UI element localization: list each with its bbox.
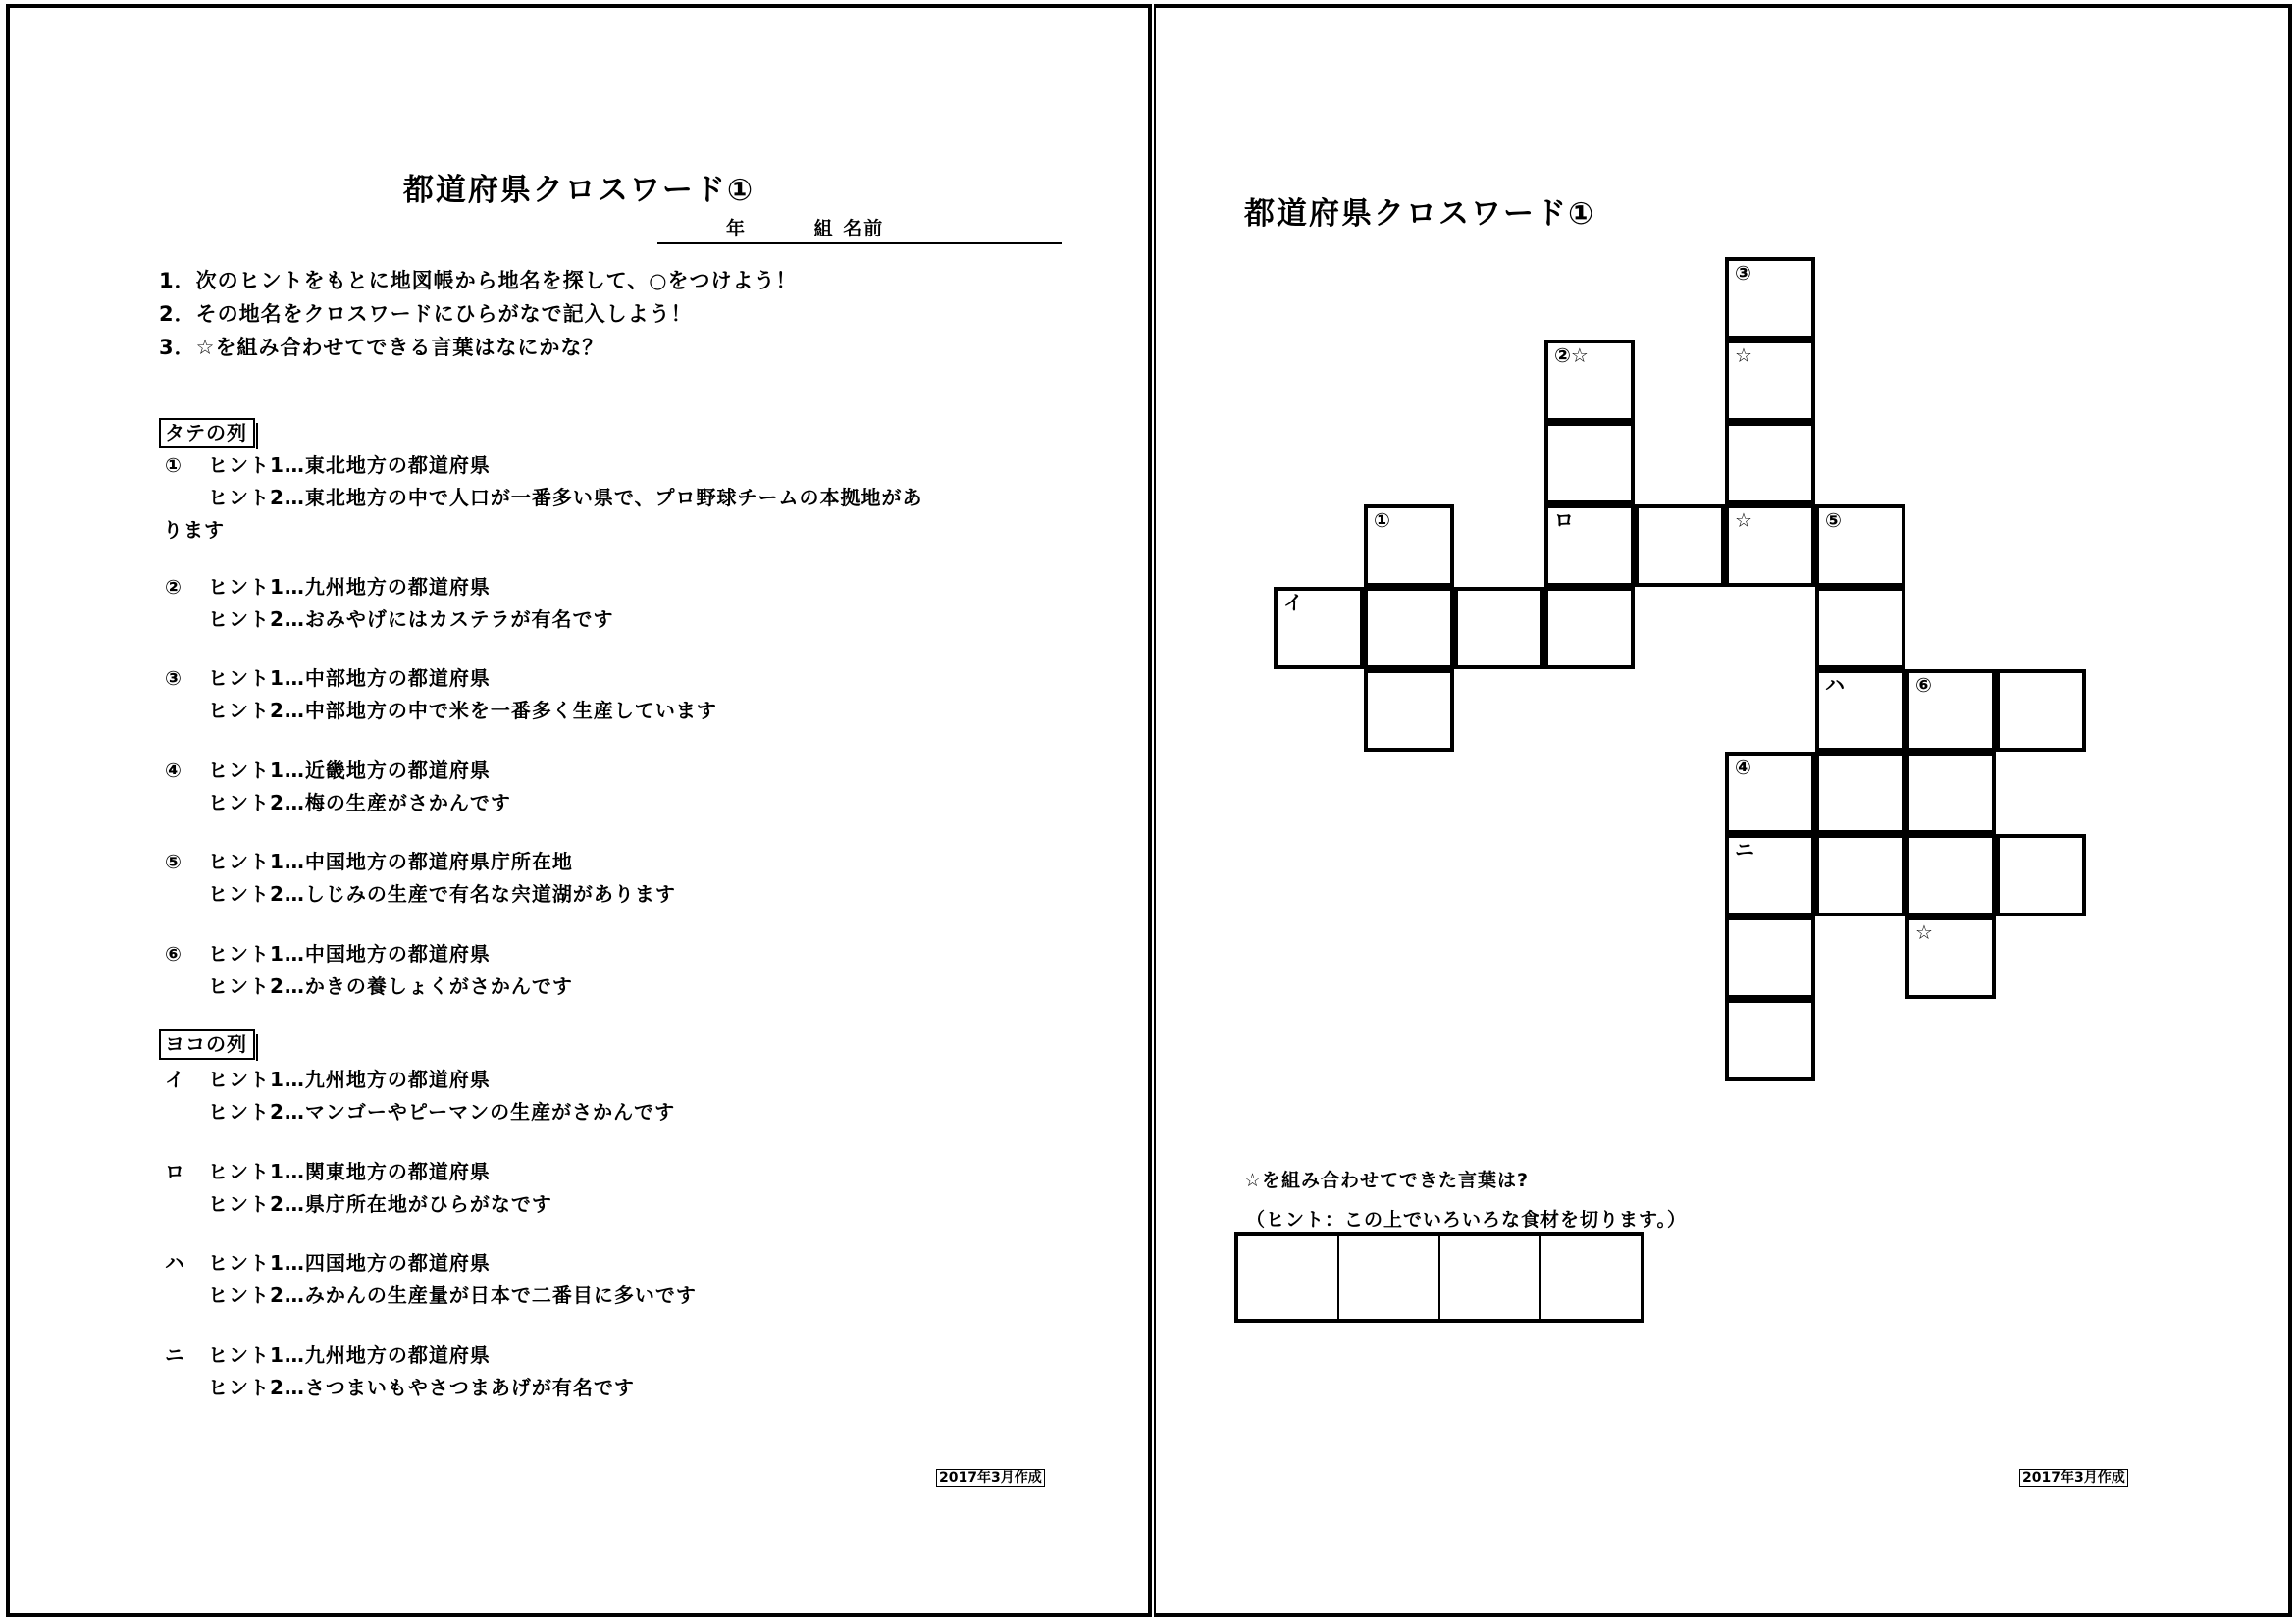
clue-hint2: ヒント2…中部地方の中で米を一番多く生産しています xyxy=(208,699,717,722)
horizontal-clue-ni xyxy=(165,1339,635,1404)
grid-cell-5[interactable] xyxy=(1815,504,1905,587)
name-label: 名前 xyxy=(843,218,885,239)
cell-label: イ xyxy=(1283,591,1303,614)
worksheet-hints-page xyxy=(6,4,1152,1617)
clue-hint1: ヒント1…九州地方の都道府県 xyxy=(208,575,491,599)
clue-hint1: ヒント1…中国地方の都道府県庁所在地 xyxy=(208,850,573,873)
instruction-1: 1．次のヒントをもとに地図帳から地名を探して、○をつけよう！ xyxy=(159,269,798,292)
grid-cell[interactable] xyxy=(1454,587,1544,669)
vertical-clue-5 xyxy=(165,846,676,911)
class-label: 組 xyxy=(813,218,835,239)
grid-cell[interactable] xyxy=(1635,504,1725,587)
vertical-clue-3 xyxy=(165,662,717,727)
clue-hint2: ヒント2…みかんの生産量が日本で二番目に多いです xyxy=(208,1283,697,1307)
cell-label: ニ xyxy=(1735,838,1754,862)
grid-cell[interactable] xyxy=(1996,834,2086,916)
clue-hint1: ヒント1…九州地方の都道府県 xyxy=(208,1068,491,1091)
clue-marker: ハ xyxy=(165,1251,185,1275)
clue-marker: ③ xyxy=(165,666,183,690)
grid-cell-ni[interactable] xyxy=(1725,834,1815,916)
cell-label: ☆ xyxy=(1915,920,1933,944)
clue-marker: イ xyxy=(165,1068,185,1091)
clue-hint2-continued: ります xyxy=(163,518,225,542)
clue-hint1: ヒント1…中国地方の都道府県 xyxy=(208,942,491,966)
clue-hint2: ヒント2…マンゴーやピーマンの生産がさかんです xyxy=(208,1100,676,1124)
instruction-2: 2．その地名をクロスワードにひらがなで記入しよう！ xyxy=(159,302,693,326)
clue-marker: ⑤ xyxy=(165,850,183,873)
clue-marker: ② xyxy=(165,575,183,599)
clue-hint1: ヒント1…東北地方の都道府県 xyxy=(208,453,491,477)
answer-hint: （ヒント：この上でいろいろな食材を切ります。） xyxy=(1246,1209,1687,1230)
cell-label: ☆ xyxy=(1735,343,1752,367)
cell-label: ③ xyxy=(1735,261,1751,285)
grid-cell[interactable] xyxy=(1996,669,2086,752)
vertical-clue-4 xyxy=(165,755,511,819)
grid-cell-ro[interactable] xyxy=(1544,504,1635,587)
grid-cell-3[interactable] xyxy=(1725,257,1815,340)
vertical-clue-1 xyxy=(165,449,923,547)
answer-cell[interactable] xyxy=(1440,1236,1541,1319)
cell-label: ⑥ xyxy=(1915,673,1932,697)
horizontal-clue-ha xyxy=(165,1247,697,1312)
answer-box[interactable] xyxy=(1234,1232,1644,1323)
cell-label: ⑤ xyxy=(1825,508,1842,532)
name-line[interactable] xyxy=(657,214,1062,244)
clue-hint2: ヒント2…さつまいもやさつまあげが有名です xyxy=(208,1376,635,1399)
cell-label: ④ xyxy=(1735,756,1751,779)
answer-cell[interactable] xyxy=(1541,1236,1641,1319)
grid-cell[interactable] xyxy=(1725,422,1815,504)
clue-hint1: ヒント1…関東地方の都道府県 xyxy=(208,1160,491,1183)
grid-cell[interactable] xyxy=(1815,587,1905,669)
page-title: 都道府県クロスワード① xyxy=(402,173,756,208)
horizontal-section-label: ヨコの列 xyxy=(159,1029,255,1060)
clue-marker: ④ xyxy=(165,759,183,782)
clue-hint2: ヒント2…東北地方の中で人口が一番多い県で、プロ野球チームの本拠地があ xyxy=(208,486,923,509)
grid-cell-star[interactable] xyxy=(1905,916,1996,999)
clue-hint2: ヒント2…しじみの生産で有名な宍道湖があります xyxy=(208,882,676,906)
clue-hint2: ヒント2…かきの養しょくがさかんです xyxy=(208,974,573,998)
grid-cell-4[interactable] xyxy=(1725,752,1815,834)
page-title: 都道府県クロスワード① xyxy=(1244,196,1596,232)
answer-cell[interactable] xyxy=(1238,1236,1339,1319)
horizontal-clue-ro xyxy=(165,1156,552,1221)
grid-cell-star[interactable] xyxy=(1725,340,1815,422)
clue-marker: ロ xyxy=(165,1160,185,1183)
answer-cell[interactable] xyxy=(1339,1236,1440,1319)
date-stamp: 2017年3月作成 xyxy=(936,1469,1045,1487)
horizontal-clue-i xyxy=(165,1064,675,1128)
grid-cell-6[interactable] xyxy=(1905,669,1996,752)
cell-label: ②☆ xyxy=(1554,343,1589,367)
grid-cell-2[interactable] xyxy=(1544,340,1635,422)
clue-marker: ニ xyxy=(165,1343,185,1367)
clue-marker: ⑥ xyxy=(165,942,183,966)
grid-cell[interactable] xyxy=(1544,587,1635,669)
cell-label: ハ xyxy=(1825,673,1845,697)
crossword-grid-page xyxy=(1154,4,2292,1617)
clue-hint1: ヒント1…中部地方の都道府県 xyxy=(208,666,491,690)
vertical-clue-2 xyxy=(165,571,614,636)
grid-cell-ha[interactable] xyxy=(1815,669,1905,752)
answer-question: ☆を組み合わせてできた言葉は? xyxy=(1244,1170,1530,1191)
cell-label: ロ xyxy=(1554,508,1574,532)
grid-cell[interactable] xyxy=(1905,834,1996,916)
clue-hint1: ヒント1…四国地方の都道府県 xyxy=(208,1251,491,1275)
clue-marker: ① xyxy=(165,453,183,477)
grid-cell[interactable] xyxy=(1905,752,1996,834)
clue-hint2: ヒント2…梅の生産がさかんです xyxy=(208,791,511,814)
grid-cell[interactable] xyxy=(1815,834,1905,916)
grid-cell[interactable] xyxy=(1364,587,1454,669)
grid-cell-i[interactable] xyxy=(1274,587,1364,669)
clue-hint1: ヒント1…近畿地方の都道府県 xyxy=(208,759,491,782)
clue-hint2: ヒント2…県庁所在地がひらがなです xyxy=(208,1192,552,1216)
grid-cell[interactable] xyxy=(1815,752,1905,834)
grid-cell[interactable] xyxy=(1725,916,1815,999)
cell-label: ☆ xyxy=(1735,508,1752,532)
grid-cell[interactable] xyxy=(1544,422,1635,504)
date-stamp: 2017年3月作成 xyxy=(2019,1469,2128,1487)
grid-cell-1[interactable] xyxy=(1364,504,1454,587)
clue-hint2: ヒント2…おみやげにはカステラが有名です xyxy=(208,607,614,631)
cell-label: ① xyxy=(1374,508,1390,532)
vertical-section-label: タテの列 xyxy=(159,418,255,448)
year-label: 年 xyxy=(726,218,748,239)
grid-cell[interactable] xyxy=(1725,999,1815,1081)
vertical-clue-6 xyxy=(165,938,573,1003)
grid-cell[interactable] xyxy=(1364,669,1454,752)
grid-cell-star[interactable] xyxy=(1725,504,1815,587)
instruction-3: 3．☆を組み合わせてできる言葉はなにかな？ xyxy=(159,336,604,359)
clue-hint1: ヒント1…九州地方の都道府県 xyxy=(208,1343,491,1367)
